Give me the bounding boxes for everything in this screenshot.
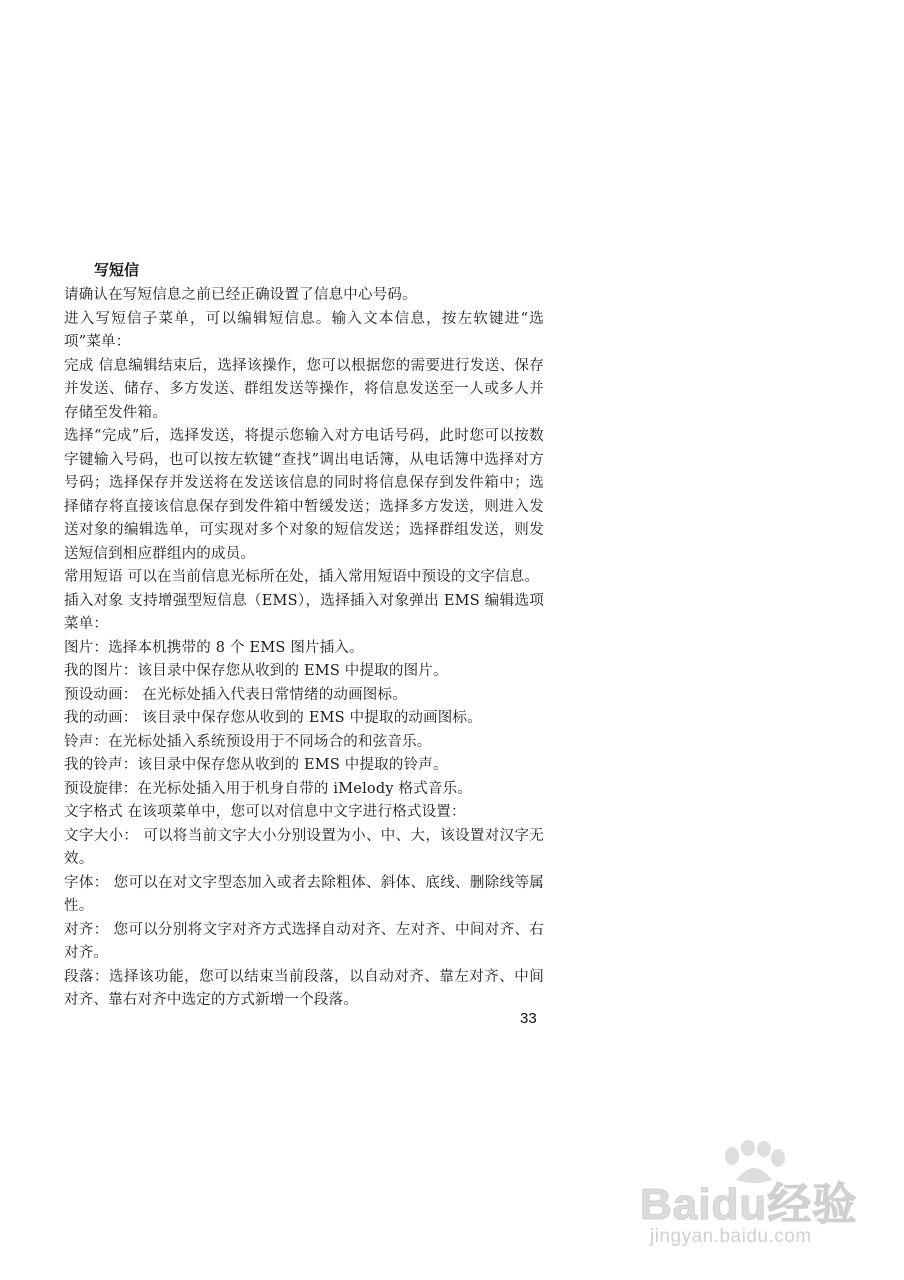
paragraph: 完成 信息编辑结束后，选择该操作，您可以根据您的需要进行发送、保存并发送、储存、多方发送、群组发送等操作，将信息发送至一人或多人并存储至发件箱。 <box>64 357 544 421</box>
paragraph: 我的动画： 该目录中保存您从收到的 EMS 中提取的动画图标。 <box>64 710 482 726</box>
paragraph: 请确认在写短信息之前已经正确设置了信息中心号码。 <box>64 287 417 303</box>
paragraph: 常用短语 可以在当前信息光标所在处，插入常用短语中预设的文字信息。 <box>64 569 540 585</box>
paragraph: 预设旋律：在光标处插入用于机身自带的 iMelody 格式音乐。 <box>64 780 473 797</box>
section-heading: 写短信 <box>94 261 140 279</box>
paragraph: 预设动画： 在光标处插入代表日常情绪的动画图标。 <box>64 686 407 703</box>
paragraph: 选择“完成”后，选择发送，将提示您输入对方电话号码，此时您可以按数字键输入号码，也可以按左软键“查找”调出电话簿，从电话簿中选择对方号码；选择保存并发送将在发送该信息的同时将信息保存到发件箱中；选择储存将直接该信息保存到发件箱中暂缓发送；选择多方发送，则进入发送对象的编辑选单，可实现对多个对象的短信发送；选择群组发送，则发送短信到相应群组内的成员。 <box>64 428 544 562</box>
page-number: 33 <box>520 1010 537 1027</box>
watermark-brand: Baidu经验 <box>640 1180 858 1229</box>
paragraph: 插入对象 支持增强型短信息（EMS），选择插入对象弹出 EMS 编辑选项菜单： <box>64 592 544 632</box>
paragraph: 铃声：在光标处插入系统预设用于不同场合的和弦音乐。 <box>64 733 432 750</box>
paragraph: 进入写短信子菜单，可以编辑短信息。输入文本信息，按左软键进“选项”菜单： <box>64 310 544 350</box>
baidu-watermark <box>640 1140 890 1260</box>
paragraph: 我的图片：该目录中保存您从收到的 EMS 中提取的图片。 <box>64 663 448 679</box>
paragraph: 图片：选择本机携带的 8 个 EMS 图片插入。 <box>64 639 364 656</box>
paragraph: 对齐： 您可以分别将文字对齐方式选择自动对齐、左对齐、中间对齐、右对齐。 <box>64 921 544 961</box>
watermark-url: jingyan.baidu.com <box>650 1226 812 1247</box>
page-content <box>64 258 544 1013</box>
paragraph: 字体： 您可以在对文字型态加入或者去除粗体、斜体、底线、删除线等属性。 <box>64 874 544 914</box>
paragraph: 文字大小： 可以将当前文字大小分别设置为小、中、大，该设置对汉字无效。 <box>64 827 544 867</box>
paragraph: 我的铃声：该目录中保存您从收到的 EMS 中提取的铃声。 <box>64 757 448 773</box>
paragraph: 文字格式 在该项菜单中，您可以对信息中文字进行格式设置： <box>64 804 466 820</box>
paragraph: 段落：选择该功能，您可以结束当前段落，以自动对齐、靠左对齐、中间对齐、靠右对齐中选定的方式新增一个段落。 <box>64 968 544 1008</box>
